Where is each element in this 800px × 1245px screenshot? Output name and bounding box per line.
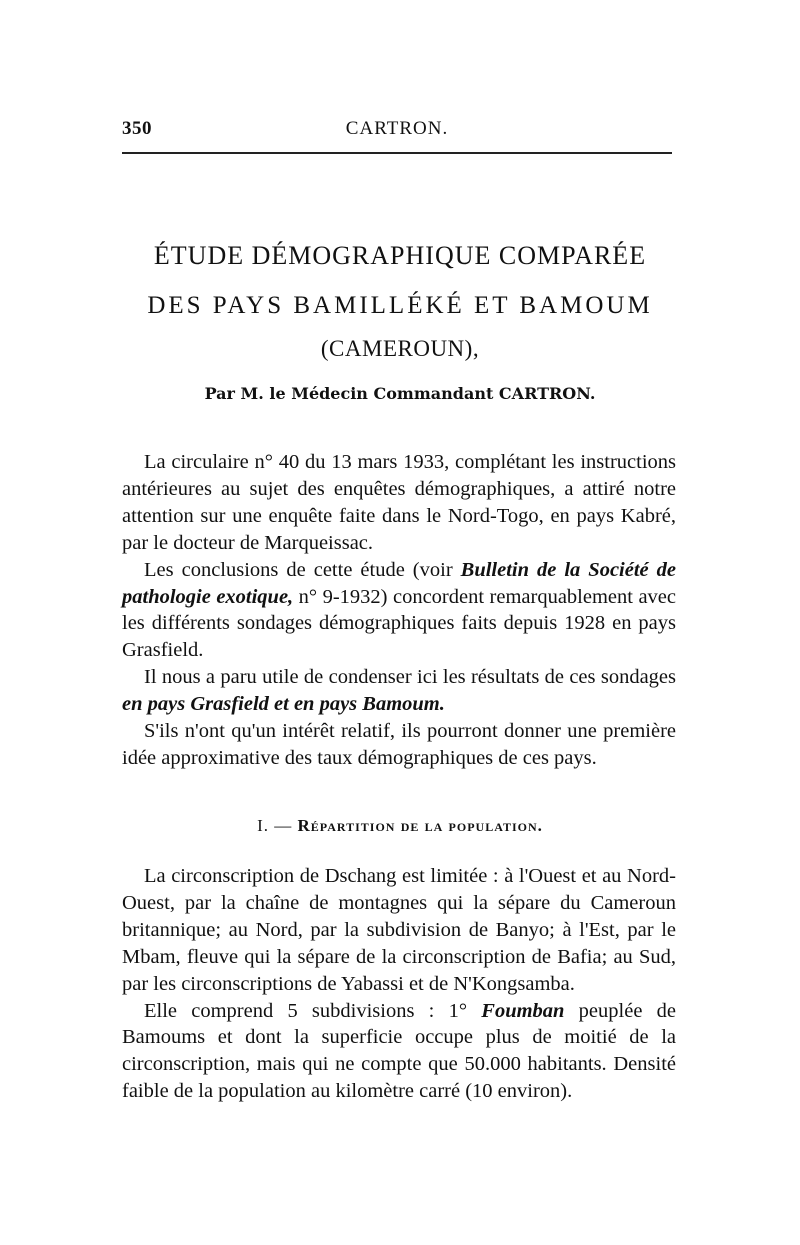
section-number: I. —: [257, 816, 298, 835]
intro-body: [122, 449, 676, 772]
section-title: Répartition de la population.: [297, 816, 543, 835]
paragraph: [122, 998, 676, 1106]
text-run: peuplée de Bamoums et dont la superficie occupe plus de moitié de la circonscription, mais qui ne compte que 50.000 habitants. Densité faible de la population au kilomètre carré (10 environ).: [122, 999, 677, 1103]
text-run: Elle comprend 5 subdivisions : 1°: [144, 999, 482, 1022]
emphasis: en pays Grasfield et en pays Bamoum.: [122, 693, 445, 716]
running-head: [122, 112, 672, 152]
section-body: [122, 863, 676, 1105]
paragraph: La circulaire n° 40 du 13 mars 1933, complétant les instructions antérieures au sujet des enquêtes démographiques, a attiré notre attention sur une enquête faite dans le Nord-Togo, en pays Kabré, par le docteur de Marqueissac.: [122, 451, 676, 554]
running-title: CARTRON.: [345, 118, 449, 139]
paragraph: [122, 557, 676, 665]
article-title-line-1: ÉTUDE DÉMOGRAPHIQUE COMPARÉE: [153, 241, 647, 270]
section-heading: [0, 816, 800, 836]
paragraph: La circonscription de Dschang est limitée : à l'Ouest et au Nord-Ouest, par la chaîne de montagnes qui la sépare du Cameroun britannique; au Nord, par la subdivision de Banyo; à l'Est, par le Mbam, fleuve qui la sépare de la circonscription de Bafia; au Sud, par les circonscriptions de Yabassi et de N'Kongsamba.: [122, 865, 676, 995]
journal-citation: Bulletin de la Société de pathologie exotique,: [122, 558, 676, 608]
paragraph: S'ils n'ont qu'un intérêt relatif, ils pourront donner une première idée approximative des taux démographiques de ces pays.: [122, 720, 676, 769]
article-title-line-3: (CAMEROUN),: [320, 336, 480, 361]
header-rule: [122, 152, 672, 154]
author-byline: Par M. le Médecin Commandant CARTRON.: [204, 384, 596, 403]
emphasis: Foumban: [481, 999, 565, 1022]
text-run: n° 9-1932) concordent remarquablement avec les différents sondages démographiques faits depuis 1928 en pays Grasfield.: [122, 585, 676, 662]
article-title-line-2: DES PAYS BAMILLÉKÉ ET BAMOUM: [147, 292, 653, 319]
page-number: 350: [122, 118, 152, 139]
text-run: Les conclusions de cette étude (voir: [144, 558, 461, 581]
paragraph: [122, 664, 676, 718]
text-run: Il nous a paru utile de condenser ici les résultats de ces sondages: [144, 666, 676, 689]
